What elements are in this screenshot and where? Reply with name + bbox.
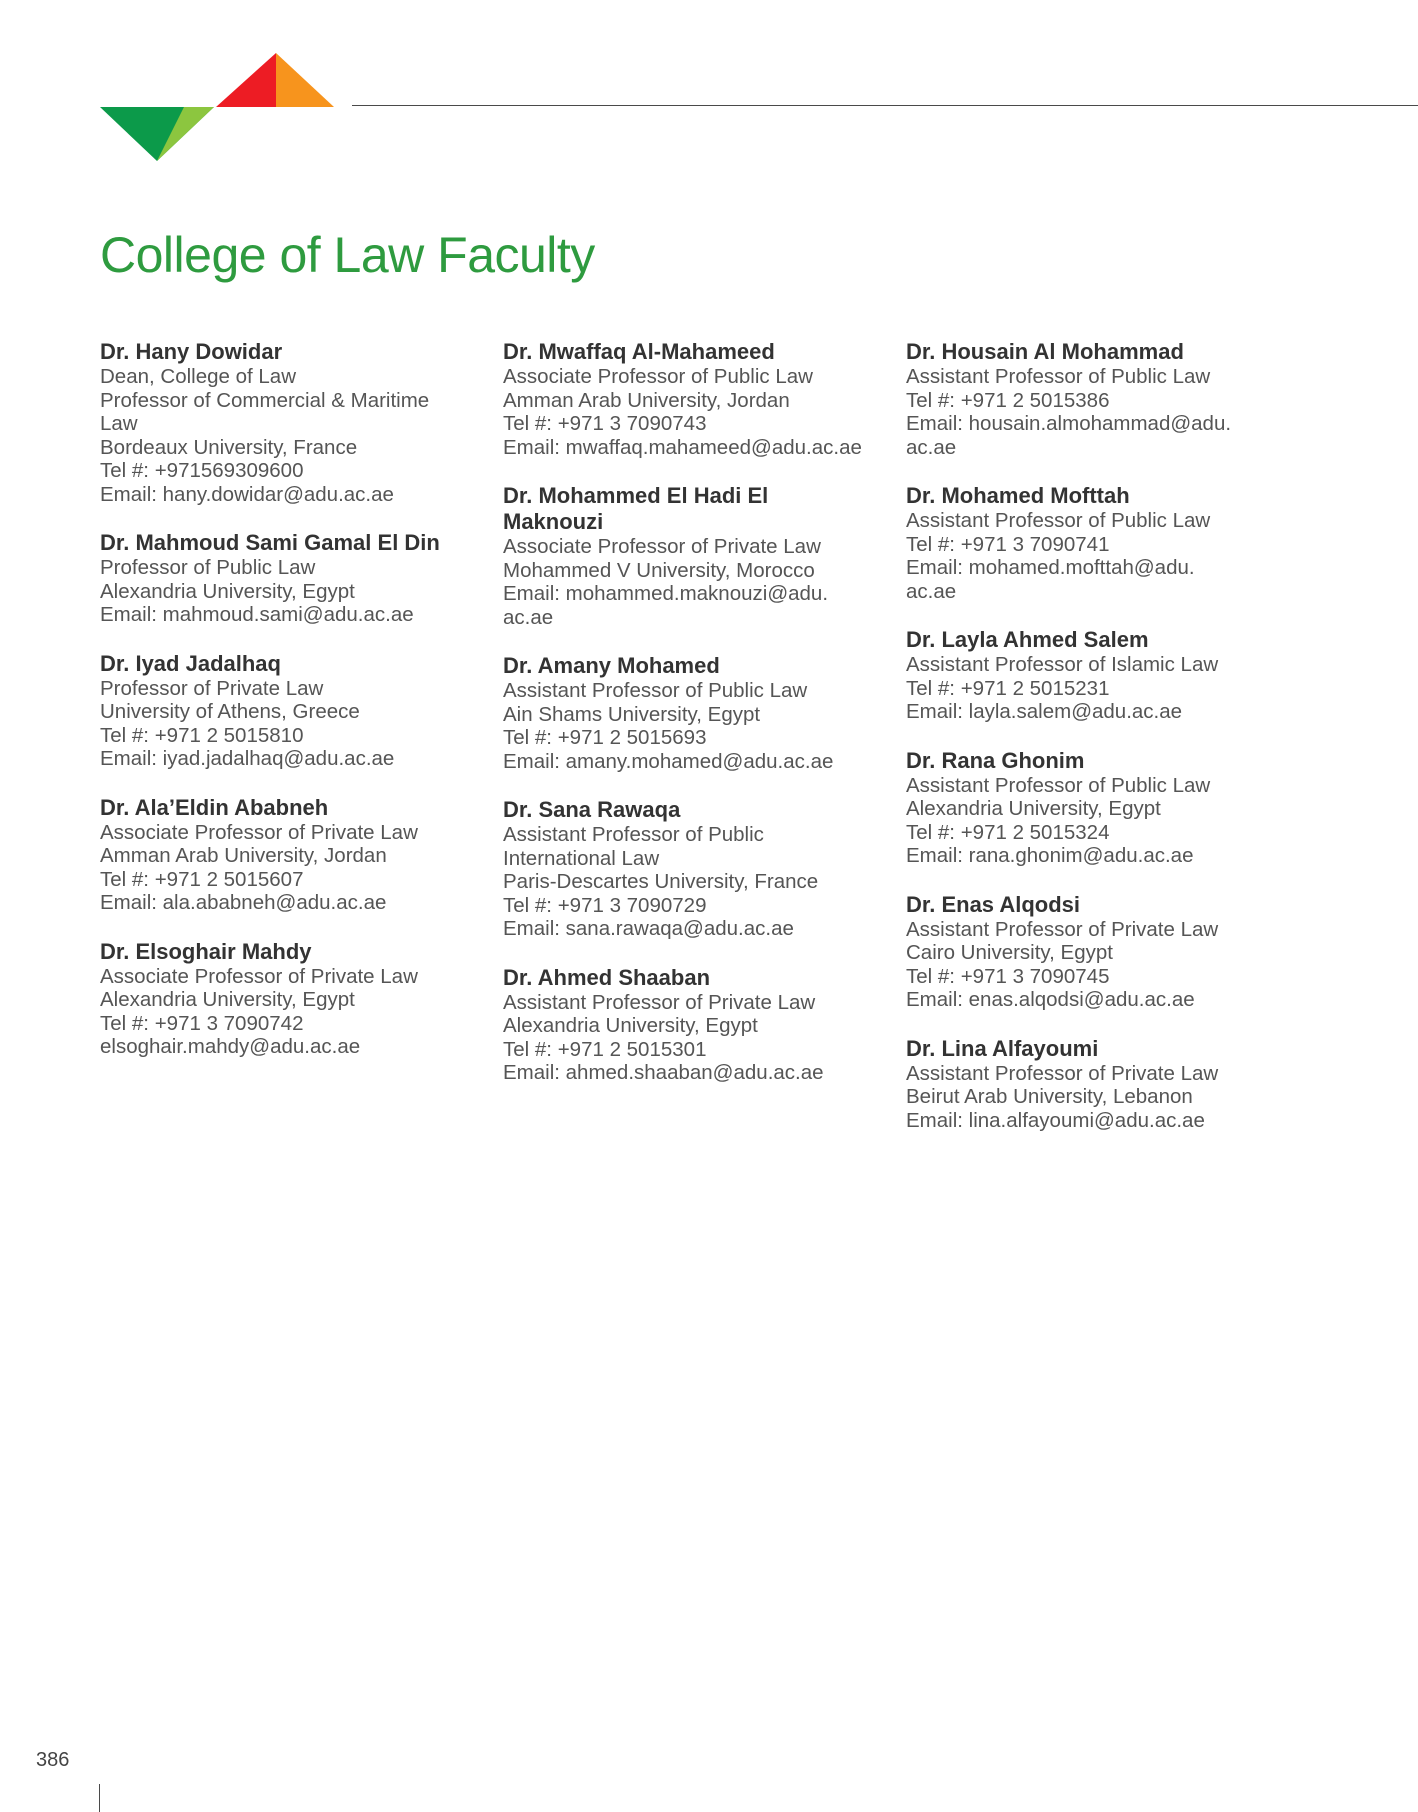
faculty-email: Email: iyad.jadalhaq@adu.ac.ae — [100, 747, 395, 770]
faculty-column-2 — [503, 339, 893, 1109]
faculty-email: Email: amany.mohamed@adu.ac.ae — [503, 749, 834, 773]
faculty-university: Paris-Descartes University, France — [503, 870, 819, 893]
faculty-entry — [503, 797, 893, 941]
faculty-email: Email: enas.alqodsi@adu.ac.ae — [906, 988, 1195, 1011]
faculty-title: Associate Professor of Private Law — [100, 964, 418, 988]
faculty-email: Email: mwaffaq.mahameed@adu.ac.ae — [503, 435, 862, 459]
faculty-entry — [906, 627, 1296, 724]
faculty-university: Beirut Arab University, Lebanon — [906, 1085, 1193, 1108]
faculty-phone: Tel #: +971 2 5015693 — [503, 726, 707, 749]
faculty-name: Dr. Enas Alqodsi — [906, 891, 1081, 917]
faculty-entry — [906, 1036, 1296, 1133]
faculty-email: ac.ae — [906, 435, 957, 459]
faculty-university: Alexandria University, Egypt — [503, 1014, 758, 1037]
logo-triangles — [98, 50, 338, 170]
faculty-phone: Tel #: +971 2 5015607 — [100, 867, 304, 891]
faculty-email: Email: lina.alfayoumi@adu.ac.ae — [906, 1108, 1205, 1132]
faculty-name: Dr. Mohamed Mofttah — [906, 483, 1130, 508]
faculty-university: Bordeaux University, France — [100, 435, 358, 459]
faculty-entry — [503, 339, 893, 459]
faculty-phone: Tel #: +971 3 7090743 — [503, 412, 707, 435]
faculty-name: Dr. Amany Mohamed — [503, 653, 720, 678]
faculty-email: Email: sana.rawaqa@adu.ac.ae — [503, 917, 794, 940]
faculty-entry — [503, 483, 893, 629]
faculty-university: Mohammed V University, Morocco — [503, 558, 815, 582]
faculty-name: Dr. Sana Rawaqa — [503, 797, 681, 822]
faculty-email: ac.ae — [906, 579, 957, 603]
faculty-title: Associate Professor of Public Law — [503, 365, 813, 388]
faculty-name: Dr. Ahmed Shaaban — [503, 964, 711, 990]
faculty-phone: Tel #: +971 2 5015301 — [503, 1037, 707, 1061]
faculty-email: Email: hany.dowidar@adu.ac.ae — [100, 482, 394, 506]
footer-divider — [99, 1784, 100, 1812]
logo-triangle-red — [216, 53, 276, 107]
faculty-entry — [906, 748, 1296, 868]
faculty-email: Email: ahmed.shaaban@adu.ac.ae — [503, 1061, 824, 1084]
faculty-university: Amman Arab University, Jordan — [100, 844, 387, 867]
faculty-title: Dean, College of Law — [100, 365, 297, 388]
faculty-title: Assistant Professor of Private Law — [503, 990, 816, 1014]
faculty-university: Cairo University, Egypt — [906, 941, 1113, 964]
faculty-title: Associate Professor of Private Law — [100, 820, 418, 844]
faculty-title: Assistant Professor of Private Law — [906, 1061, 1219, 1085]
faculty-email: Email: rana.ghonim@adu.ac.ae — [906, 844, 1194, 867]
faculty-university: Amman Arab University, Jordan — [503, 388, 790, 412]
logo-triangle-orange — [276, 53, 334, 107]
faculty-entry — [100, 530, 490, 627]
faculty-name: Dr. Mohammed El Hadi El — [503, 483, 769, 508]
faculty-phone: Tel #: +971 3 7090742 — [100, 1011, 304, 1035]
faculty-entry — [100, 651, 490, 771]
faculty-email: elsoghair.mahdy@adu.ac.ae — [100, 1035, 361, 1058]
faculty-entry — [100, 939, 490, 1059]
faculty-name: Dr. Ala’Eldin Ababneh — [100, 794, 329, 820]
faculty-title: Professor of Private Law — [100, 676, 324, 700]
faculty-phone: Tel #: +971 3 7090741 — [906, 532, 1110, 556]
faculty-title: Assistant Professor of Public Law — [906, 509, 1211, 532]
page-title: College of Law Faculty — [100, 227, 595, 283]
faculty-column-1 — [100, 339, 490, 1083]
faculty-university: University of Athens, Greece — [100, 700, 360, 723]
faculty-email: Email: housain.almohammad@adu. — [906, 412, 1232, 435]
faculty-name: Dr. Iyad Jadalhaq — [100, 650, 281, 676]
faculty-title: Assistant Professor of Public Law — [906, 365, 1211, 388]
faculty-entry — [503, 965, 893, 1085]
faculty-column-3 — [906, 339, 1296, 1156]
faculty-title: Assistant Professor of Islamic Law — [906, 653, 1219, 676]
faculty-entry — [906, 892, 1296, 1012]
faculty-name: Dr. Rana Ghonim — [906, 747, 1085, 773]
page-number: 386 — [36, 1749, 70, 1771]
faculty-email: Email: layla.salem@adu.ac.ae — [906, 700, 1183, 723]
faculty-entry — [100, 339, 490, 506]
faculty-title: Assistant Professor of Public — [503, 823, 764, 846]
faculty-title: Associate Professor of Private Law — [503, 535, 821, 558]
faculty-title: Professor of Commercial & Maritime — [100, 388, 430, 412]
faculty-name: Dr. Lina Alfayoumi — [906, 1035, 1099, 1061]
faculty-university: Ain Shams University, Egypt — [503, 702, 761, 726]
faculty-title: International Law — [503, 846, 660, 870]
faculty-phone: Tel #: +971 3 7090729 — [503, 893, 707, 917]
faculty-title: Professor of Public Law — [100, 556, 316, 579]
faculty-university: Alexandria University, Egypt — [100, 988, 355, 1011]
faculty-name-continued: Maknouzi — [503, 509, 604, 534]
faculty-title: Law — [100, 412, 138, 435]
faculty-email: ac.ae — [503, 605, 554, 629]
faculty-phone: Tel #: +971 2 5015810 — [100, 723, 304, 747]
faculty-email: Email: ala.ababneh@adu.ac.ae — [100, 891, 387, 914]
faculty-entry — [503, 653, 893, 773]
faculty-name: Dr. Mwaffaq Al-Mahameed — [503, 339, 775, 364]
header-divider — [352, 105, 1418, 106]
faculty-phone: Tel #: +971569309600 — [100, 459, 304, 482]
faculty-name: Dr. Hany Dowidar — [100, 339, 283, 364]
faculty-title: Assistant Professor of Public Law — [503, 679, 808, 702]
faculty-email: Email: mohammed.maknouzi@adu. — [503, 582, 829, 605]
faculty-entry — [906, 483, 1296, 603]
faculty-name: Dr. Housain Al Mohammad — [906, 339, 1184, 364]
faculty-phone: Tel #: +971 2 5015324 — [906, 820, 1110, 844]
faculty-entry — [100, 795, 490, 915]
faculty-email: Email: mohamed.mofttah@adu. — [906, 556, 1195, 579]
faculty-email: Email: mahmoud.sami@adu.ac.ae — [100, 603, 414, 626]
faculty-name: Dr. Layla Ahmed Salem — [906, 627, 1149, 652]
faculty-university: Alexandria University, Egypt — [906, 797, 1161, 820]
faculty-phone: Tel #: +971 2 5015386 — [906, 388, 1110, 412]
faculty-phone: Tel #: +971 2 5015231 — [906, 676, 1110, 700]
faculty-entry — [906, 339, 1296, 459]
faculty-title: Assistant Professor of Private Law — [906, 917, 1219, 941]
faculty-name: Dr. Elsoghair Mahdy — [100, 938, 312, 964]
faculty-university: Alexandria University, Egypt — [100, 579, 355, 603]
faculty-phone: Tel #: +971 3 7090745 — [906, 964, 1110, 988]
faculty-title: Assistant Professor of Public Law — [906, 773, 1211, 797]
faculty-name: Dr. Mahmoud Sami Gamal El Din — [100, 530, 440, 555]
